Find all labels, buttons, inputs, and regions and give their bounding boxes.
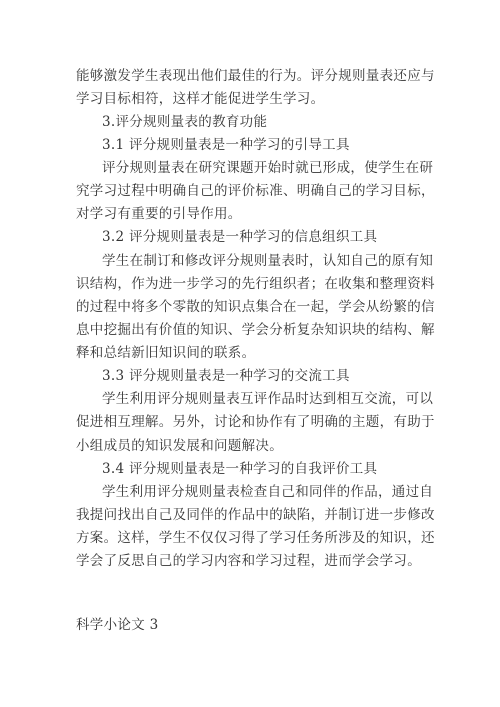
paragraph-line: 息中挖掘出有价值的知识、学会分析复杂知识块的结构、解 [76,322,435,338]
paragraph-line: 促进相互理解。另外，讨论和协作有了明确的主题，有助于 [76,414,435,430]
paragraph-line: 学会了反思自己的学习内容和学习过程，进而学会学习。 [76,553,421,569]
paragraph-line: 我提问找出自己及同伴的作品中的缺陷，并制订进一步修改 [76,507,435,523]
paragraph-line: 小组成员的知识发展和问题解决。 [76,438,283,454]
paragraph-line: 学生利用评分规则量表互评作品时达到相互交流，可以 [102,391,434,407]
subsection-heading: 3.1 评分规则量表是一种学习的引导工具 [102,137,350,153]
paragraph-line: 识结构，作为进一步学习的先行组织者；在收集和整理资料 [76,276,435,292]
subsection-heading: 3.4 评分规则量表是一种学习的自我评价工具 [102,461,378,477]
paragraph-line: 对学习有重要的引导作用。 [76,206,242,222]
section-heading: 3.评分规则量表的教育功能 [102,114,268,130]
article-title: 科学小论文 3 [76,617,159,633]
paragraph-line: 学生利用评分规则量表检查自己和同伴的作品，通过自 [102,484,434,500]
subsection-heading: 3.2 评分规则量表是一种学习的信息组织工具 [102,229,378,245]
paragraph-line: 的过程中将多个零散的知识点集合在一起，学会从纷繁的信 [76,299,435,315]
subsection-heading: 3.3 评分规则量表是一种学习的交流工具 [102,368,350,384]
paragraph-line: 释和总结新旧知识间的联系。 [76,345,256,361]
paragraph-line: 方案。这样，学生不仅仅习得了学习任务所涉及的知识，还 [76,530,435,546]
paragraph-line: 学生在制订和修改评分规则量表时，认知自己的原有知 [102,253,434,269]
paragraph-line: 学习目标相符，这样才能促进学生学习。 [76,91,325,107]
paragraph-line: 能够激发学生表现出他们最佳的行为。评分规则量表还应与 [76,68,435,84]
paragraph-line: 究学习过程中明确自己的评价标准、明确自己的学习目标， [76,183,435,199]
paragraph-line: 评分规则量表在研究课题开始时就已形成，使学生在研 [102,160,434,176]
